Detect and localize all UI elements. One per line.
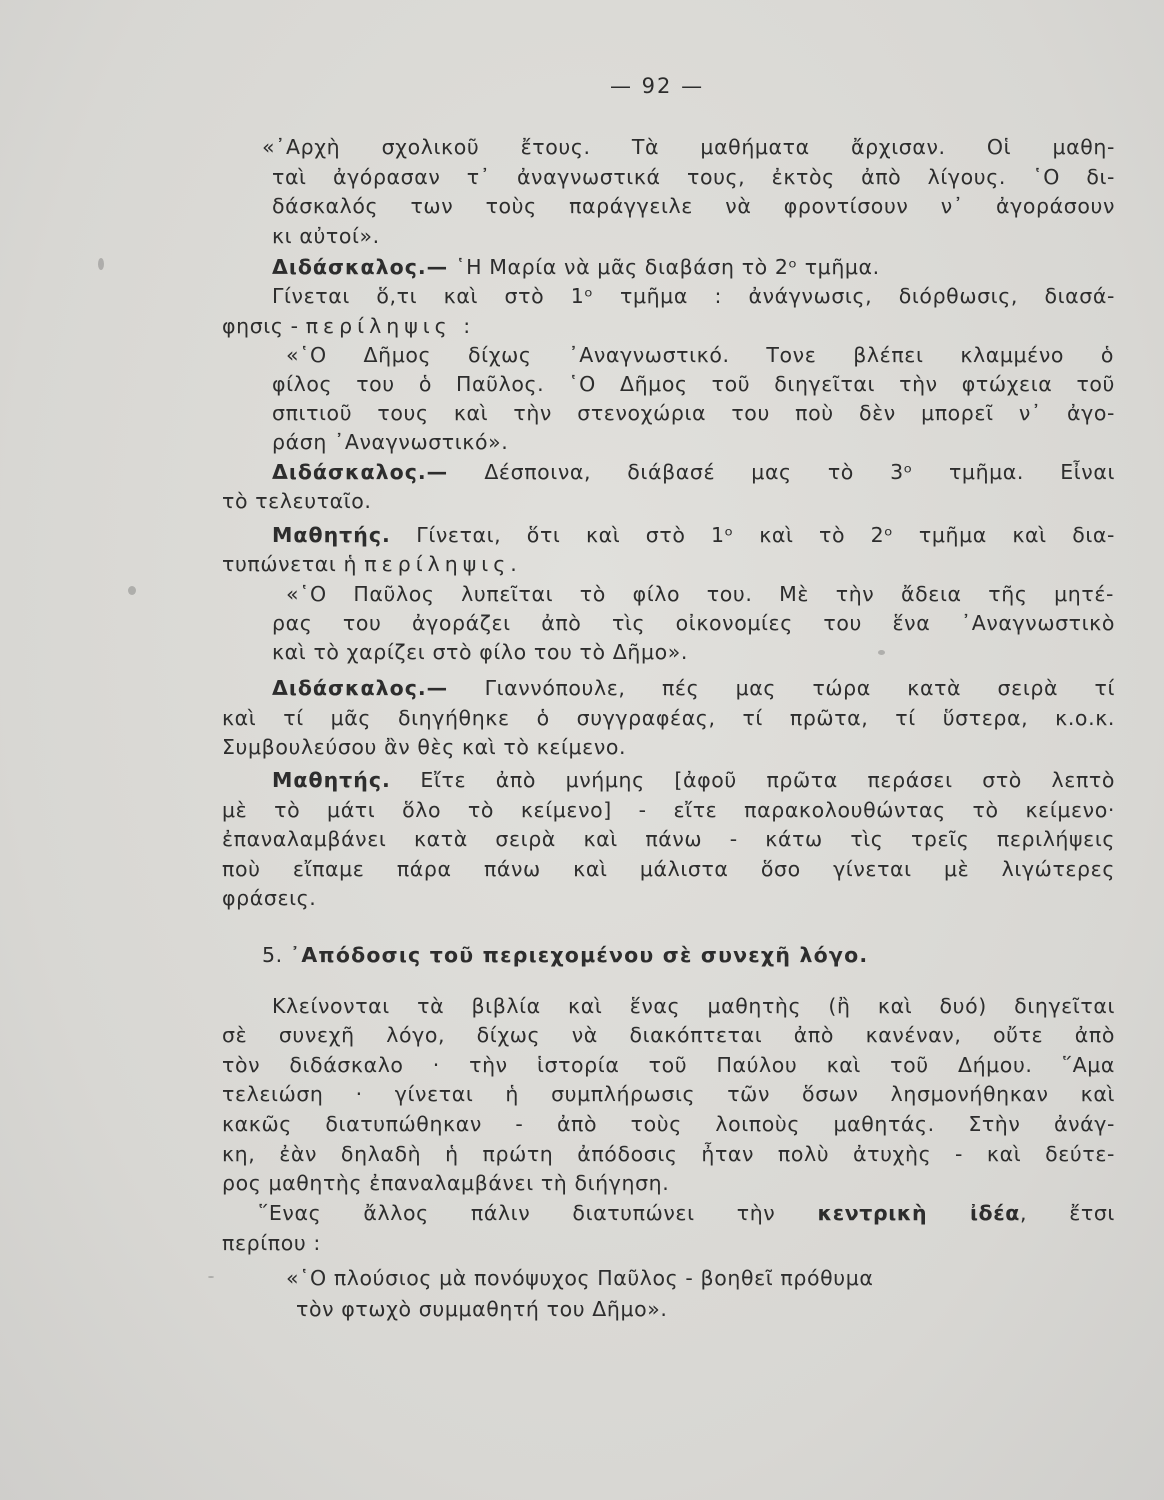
speaker-label: Μαθητής. [272,523,391,547]
quote-line: δάσκαλός των τοὺς παράγγειλε νὰ φροντίσουν ν᾽ ἀγοράσουν [272,194,1115,218]
speaker-label: Διδάσκαλος.— [272,676,449,700]
dialogue-line [272,766,1115,794]
spaced-term: περίληψις. [364,552,522,576]
dialogue-text: Εἴτε ἀπὸ μνήμης [ἀφοῦ πρῶτα περάσει στὸ λεπτὸ [420,768,1115,792]
body-text: , ἔτσι [1019,1201,1115,1225]
section-title: ᾽Απόδοσις τοῦ περιεχομένου σὲ συνεχῆ λόγο. [289,943,869,967]
dialogue-line [272,674,1115,702]
dialogue-text: Γίνεται, ὅτι καὶ στὸ 1ᵒ καὶ τὸ 2ᵒ τμῆμα καὶ δια- [416,523,1115,547]
body-line: Γίνεται ὅ,τι καὶ στὸ 1ᵒ τμῆμα : ἀνάγνωσις, διόρθωσις, διασά- [272,284,1115,308]
body-line: Συμβουλεύσου ἂν θὲς καὶ τὸ κείμενο. [222,735,627,759]
body-line: ρος μαθητὴς ἐπαναλαμβάνει τὴ διήγηση. [222,1171,670,1195]
body-line: κακῶς διατυπώθηκαν - ἀπὸ τοὺς λοιποὺς μαθητάς. Στὴν ἀνάγ- [222,1112,1115,1136]
dialogue-text: Δέσποινα, διάβασέ μας τὸ 3ᵒ τμῆμα. Εἶναι [484,460,1115,484]
body-line: καὶ τί μᾶς διηγήθηκε ὁ συγγραφέας, τί πρῶτα, τί ὕστερα, κ.ο.κ. [222,706,1115,730]
body-line: τελειώση · γίνεται ἡ συμπλήρωσις τῶν ὅσων λησμονήθηκαν καὶ [222,1082,1115,1106]
section-heading [262,941,868,969]
section-number: 5. [262,943,283,967]
dialogue-line [272,521,1115,549]
scan-speck [128,586,136,595]
quote-line: καὶ τὸ χαρίζει στὸ φίλο του τὸ Δῆμο». [272,640,689,664]
body-line [258,1199,1115,1227]
body-line: τὸ τελευταῖο. [222,489,372,513]
quote-line: «῾Ο Δῆμος δίχως ᾽Αναγνωστικό. Τονε βλέπει κλαμμένο ὁ [286,343,1114,367]
quote-line: ράση ᾽Αναγνωστικό». [272,430,509,454]
body-line: ἐπαναλαμβάνει κατὰ σειρὰ καὶ πάνω - κάτω τὶς τρεῖς περιλήψεις [222,827,1115,851]
body-text: ῞Ενας ἄλλος πάλιν διατυπώνει τὴν [258,1201,776,1225]
quote-line: ταὶ ἀγόρασαν τ᾽ ἀναγνωστικά τους, ἐκτὸς ἀπὸ λίγους. ῾Ο δι- [272,165,1115,189]
scan-speck [208,1276,214,1278]
dialogue-line [272,458,1115,486]
body-text: τυπώνεται ἡ [222,552,358,576]
body-line: μὲ τὸ μάτι ὅλο τὸ κείμενο] - εἴτε παρακολουθώντας τὸ κείμενο· [222,798,1115,822]
body-line: σὲ συνεχῆ λόγο, δίχως νὰ διακόπτεται ἀπὸ κανέναν, οὔτε ἀπὸ [222,1023,1115,1047]
quote-line: φίλος του ὁ Παῦλος. ῾Ο Δῆμος τοῦ διηγεῖται τὴν φτώχεια τοῦ [272,372,1115,396]
speaker-label: Διδάσκαλος.— [272,460,449,484]
quote-line: σπιτιοῦ τους καὶ τὴν στενοχώρια του ποὺ δὲν μπορεῖ ν᾽ ἀγο- [272,401,1115,425]
body-text: φησις - [222,314,299,338]
scan-speck [98,258,104,270]
dialogue-text: ῾Η Μαρία νὰ μᾶς διαβάση τὸ 2ᵒ τμῆμα. [455,255,880,279]
body-line: κη, ἐὰν δηλαδὴ ἡ πρώτη ἀπόδοσις ἦταν πολὺ ἀτυχὴς - καὶ δεύτε- [222,1142,1115,1166]
speaker-label: Διδάσκαλος.— [272,255,449,279]
quote-line: ρας του ἀγοράζει ἀπὸ τὶς οἰκονομίες του ἕνα ᾽Αναγνωστικὸ [272,611,1115,635]
spaced-term: περίληψις : [305,314,476,338]
dialogue-line [272,253,880,281]
quote-line: τὸν φτωχὸ συμμαθητή του Δῆμο». [296,1297,668,1321]
body-line [222,312,475,340]
speaker-label: Μαθητής. [272,768,391,792]
page-number: — 92 — [610,74,705,98]
body-line [222,550,522,578]
body-line: περίπου : [222,1231,321,1255]
body-line: τὸν διδάσκαλο · τὴν ἱστορία τοῦ Παύλου καὶ τοῦ Δήμου. ῞Αμα [222,1053,1115,1077]
scan-speck [878,650,885,655]
quote-line: «῾Ο πλούσιος μὰ πονόψυχος Παῦλος - βοηθεῖ πρόθυμα [286,1266,874,1290]
dialogue-text: Γιαννόπουλε, πές μας τώρα κατὰ σειρὰ τί [484,676,1115,700]
emphasis-term: κεντρικὴ ἰδέα [817,1201,1020,1225]
body-line: φράσεις. [222,886,317,910]
body-line: Κλείνονται τὰ βιβλία καὶ ἕνας μαθητὴς (ἢ καὶ δυό) διηγεῖται [272,994,1115,1018]
quote-line: κι αὐτοί». [272,224,380,248]
body-line: ποὺ εἴπαμε πάρα πάνω καὶ μάλιστα ὅσο γίνεται μὲ λιγώτερες [222,857,1115,881]
quote-line: «᾽Αρχὴ σχολικοῦ ἔτους. Τὰ μαθήματα ἄρχισαν. Οἱ μαθη- [262,135,1115,159]
quote-line: «῾Ο Παῦλος λυπεῖται τὸ φίλο του. Μὲ τὴν ἄδεια τῆς μητέ- [286,582,1114,606]
